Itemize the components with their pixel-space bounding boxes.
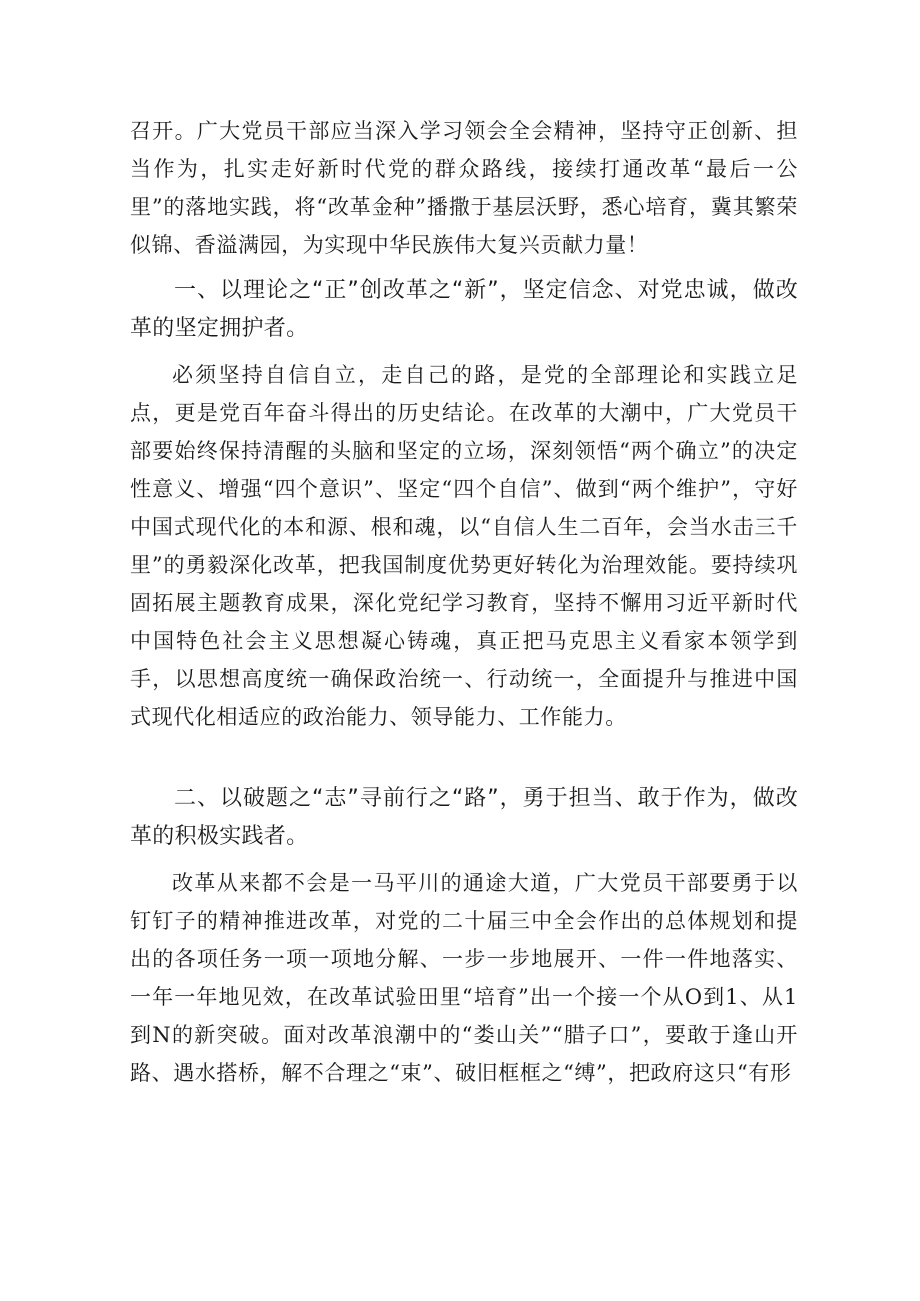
spacer [130,264,798,272]
spacer [130,736,798,780]
paragraph-section-2: 改革从来都不会是一马平川的通途大道，广大党员干部要勇于以钉钉子的精神推进改革，对党的二十届三中全会作出的总体规划和提出的各项任务一项一项地分解、一步一步地展开、一件一件地落实、一年一年地见效，在改革试验田里“培育”出一个接一个从O到1、从1到N的新突破。面对改革浪潮中的“娄山关”“腊子口”，要敢于逢山开路、遇水搭桥，解不合理之“束”、破旧框框之“缚”，把政府这只“有形 [130,871,798,1085]
paragraph-opening: 召开。广大党员干部应当深入学习领会全会精神，坚持守正创新、担当作为，扎实走好新时代党的群众路线，接续打通改革“最后一公里”的落地实践，将“改革金种”播撒于基层沃野，悉心培育，冀其繁荣似锦、香溢满园，为实现中华民族伟大复兴贡献力量！ [130,119,798,257]
spacer [130,856,798,864]
section-heading-1: 一、以理论之“正”创改革之“新”，坚定信念、对党忠诚，做改革的坚定拥护者。 [130,278,798,341]
section-heading-2: 二、以破题之“志”寻前行之“路”，勇于担当、敢于作为，做改革的积极实践者。 [130,786,798,849]
spacer [130,348,798,356]
paragraph-section-1: 必须坚持自信自立，走自己的路，是党的全部理论和实践立足点，更是党百年奋斗得出的历史结论。在改革的大潮中，广大党员干部要始终保持清醒的头脑和坚定的立场，深刻领悟“两个确立”的决定性意义、增强“四个意识”、坚定“四个自信”、做到“两个维护”，守好中国式现代化的本和源、根和魂，以“自信人生二百年，会当水击三千里”的勇毅深化改革，把我国制度优势更好转化为治理效能。要持续巩固拓展主题教育成果，深化党纪学习教育，坚持不懈用习近平新时代中国特色社会主义思想凝心铸魂，真正把马克思主义看家本领学到手，以思想高度统一确保政治统一、行动统一，全面提升与推进中国式现代化相适应的政治能力、领导能力、工作能力。 [130,363,798,729]
document-body [130,112,798,1092]
